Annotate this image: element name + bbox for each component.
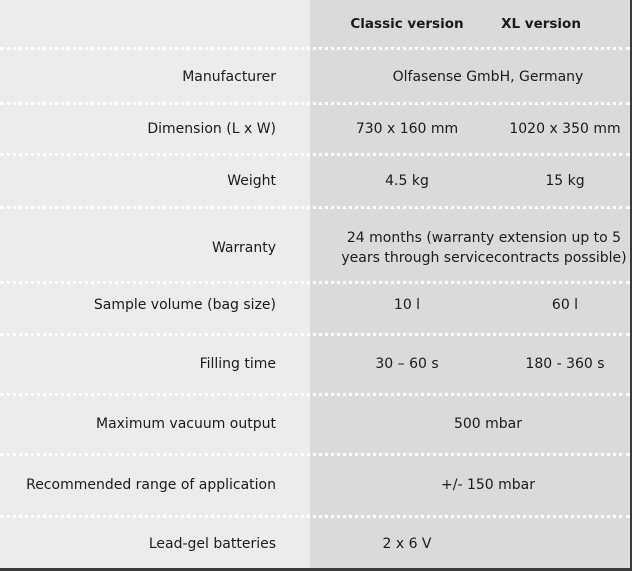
sample-volume-classic: 10 l (393, 297, 421, 313)
weight-xl: 15 kg (545, 173, 585, 189)
weight-classic: 4.5 kg (385, 173, 429, 189)
row-label-filling-time: Filling time (199, 356, 276, 372)
row-separator (0, 393, 630, 396)
row-label-weight: Weight (227, 173, 276, 189)
row-separator (0, 333, 630, 336)
dimension-xl: 1020 x 350 mm (509, 121, 621, 137)
max-vacuum-value: 500 mbar (453, 416, 523, 432)
row-separator (0, 47, 630, 50)
row-separator (0, 453, 630, 456)
dimension-classic: 730 x 160 mm (355, 121, 459, 137)
row-label-dimension: Dimension (L x W) (147, 121, 276, 137)
header-classic-version: Classic version (350, 16, 464, 32)
row-separator (0, 515, 630, 518)
row-label-manufacturer: Manufacturer (182, 69, 276, 85)
row-separator (0, 153, 630, 156)
filling-time-xl: 180 - 360 s (525, 356, 605, 372)
sample-volume-xl: 60 l (551, 297, 579, 313)
manufacturer-value: Olfasense GmbH, Germany (392, 69, 584, 85)
warranty-value: 24 months (warranty extension up to 5 years through servicecontracts possible) (341, 230, 627, 266)
filling-time-classic: 30 – 60 s (375, 356, 439, 372)
row-label-max-vacuum: Maximum vacuum output (95, 416, 276, 432)
row-separator (0, 102, 630, 105)
batteries-classic: 2 x 6 V (382, 536, 432, 552)
recommended-range-value: +/- 150 mbar (441, 477, 535, 493)
row-label-batteries: Lead-gel batteries (148, 536, 276, 552)
row-separator (0, 206, 630, 209)
row-separator (0, 281, 630, 284)
header-xl-version: XL version (501, 16, 581, 32)
row-label-recommended-range: Recommended range of application (26, 477, 276, 493)
row-label-warranty: Warranty (211, 240, 276, 256)
row-label-sample-volume: Sample volume (bag size) (93, 297, 276, 313)
